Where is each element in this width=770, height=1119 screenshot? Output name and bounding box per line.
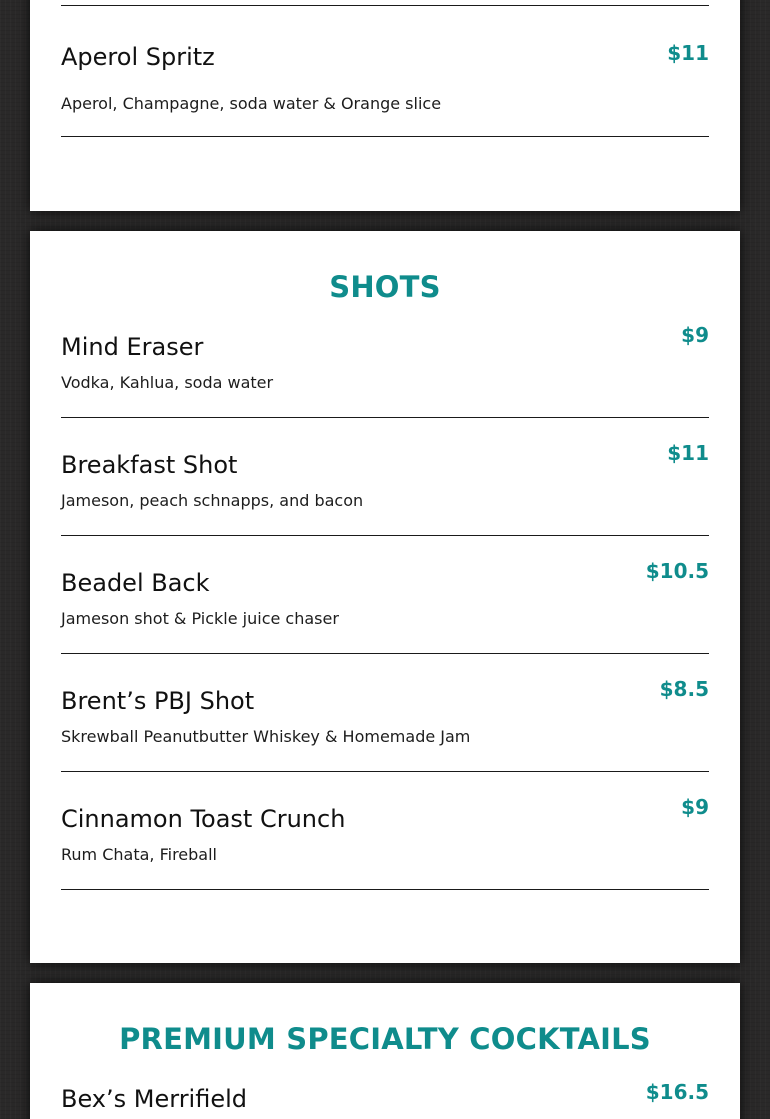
menu-item-name: Cinnamon Toast Crunch: [61, 805, 346, 833]
item-divider: [61, 535, 709, 536]
menu-item-price: $16.5: [645, 1080, 709, 1104]
menu-item-name: Brent’s PBJ Shot: [61, 687, 255, 715]
menu-item-price: $9: [681, 795, 709, 819]
item-divider: [61, 653, 709, 654]
menu-item: [61, 1080, 709, 1119]
menu-item-description: Jameson, peach schnapps, and bacon: [61, 491, 364, 510]
menu-item-price: $8.5: [659, 677, 709, 701]
section-divider: [61, 5, 709, 6]
menu-item-name: Aperol Spritz: [61, 43, 215, 71]
menu-item-description: Rum Chata, Fireball: [61, 845, 217, 864]
item-divider: [61, 417, 709, 418]
item-divider: [61, 889, 709, 890]
menu-item-description: Vodka, Kahlua, soda water: [61, 373, 274, 392]
menu-item: [61, 559, 709, 686]
section-title: SHOTS: [329, 270, 441, 304]
menu-item: [61, 441, 709, 568]
menu-item: [61, 323, 709, 450]
menu-section-shots: [30, 231, 740, 963]
menu-item-price: $9: [681, 323, 709, 347]
menu-item-description: Jameson shot & Pickle juice chaser: [61, 609, 339, 628]
menu-item-name: Bex’s Merrifield: [61, 1085, 248, 1113]
menu-item-price: $11: [667, 41, 709, 65]
menu-item-description: Aperol, Champagne, soda water & Orange slice: [61, 94, 442, 113]
menu-item-price: $10.5: [645, 559, 709, 583]
item-divider: [61, 136, 709, 137]
section-title: PREMIUM SPECIALTY COCKTAILS: [119, 1022, 651, 1056]
item-divider: [61, 771, 709, 772]
menu-item-name: Beadel Back: [61, 569, 210, 597]
menu-section-cocktails: [30, 0, 740, 211]
menu-item: [61, 42, 709, 160]
menu-item-price: $11: [667, 441, 709, 465]
menu-item: [61, 795, 709, 922]
menu-item-name: Mind Eraser: [61, 333, 204, 361]
menu-item-description: Skrewball Peanutbutter Whiskey & Homemade Jam: [61, 727, 471, 746]
menu-item: [61, 677, 709, 804]
menu-section-premium-specialty-cocktails: [30, 983, 740, 1119]
menu-item-name: Breakfast Shot: [61, 451, 238, 479]
